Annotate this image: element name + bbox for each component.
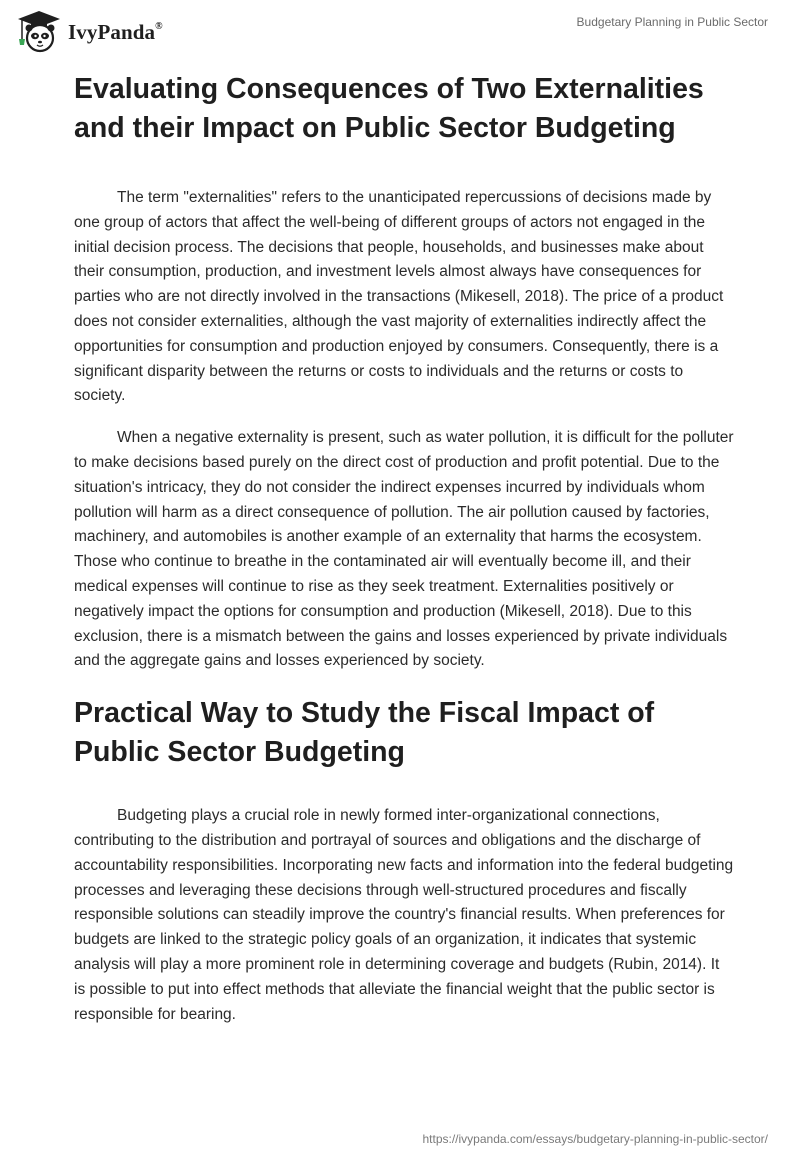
source-url[interactable]: https://ivypanda.com/essays/budgetary-planning-in-public-sector/ (422, 1132, 768, 1146)
essay-content (74, 70, 734, 1044)
section-heading: Evaluating Consequences of Two Externalities and their Impact on Public Sector Budgeting (74, 73, 704, 144)
paragraph: Budgeting plays a crucial role in newly formed inter-organizational connections, contributing to the distribution and portrayal of sources and obligations and the discharge of accountability responsibilities. Incorporating new facts and information into the federal budgeting processes and leveraging these decisions through well-structured procedures and fiscally responsible solutions can steadily improve the country's financial results. When preferences for budgets are linked to the strategic policy goals of an organization, it indicates that systemic analysis will play a more prominent role in determining coverage and budgets (Rubin, 2014). It is possible to put into effect methods that alleviate the financial weight that the public sector is responsible for bearing. (74, 807, 734, 1023)
section-heading: Practical Way to Study the Fiscal Impact of Public Sector Budgeting (74, 697, 655, 769)
paragraph: When a negative externality is present, such as water pollution, it is difficult for the polluter to make decisions based purely on the direct cost of production and profit potential. Due to the situation's intricacy, they do not consider the indirect expenses incurred by individuals whom pollution will harm as a direct consequence of pollution. The air pollution caused by factories, machinery, and automobiles is another example of an externality that harms the ecosystem. Those who continue to breathe in the contaminated air will eventually become ill, and their medical expenses will continue to rise as they seek treatment. Externalities positively or negatively impact the options for consumption and production (Mikesell, 2018). Due to this exclusion, there is a mismatch between the gains and losses experienced by private individuals and the aggregate gains and losses experienced by society. (74, 429, 734, 670)
logo-text: IvyPanda® (68, 19, 163, 44)
paragraph: The term "externalities" refers to the unanticipated repercussions of decisions made by one group of actors that affect the well-being of different groups of actors not engaged in the initial decision process. The decisions that people, households, and businesses make about their consumption, production, and investment levels almost always have consequences for parties who are not directly involved in the transactions (Mikesell, 2018). The price of a product does not consider externalities, although the vast majority of externalities indirectly affect the opportunities for consumption and production enjoyed by consumers. Consequently, there is a significant disparity between the returns or costs to individuals and the returns or costs to society. (74, 189, 724, 405)
document-title-header: Budgetary Planning in Public Sector (576, 15, 768, 29)
site-logo[interactable] (14, 8, 163, 56)
panda-graduate-icon (14, 9, 64, 55)
